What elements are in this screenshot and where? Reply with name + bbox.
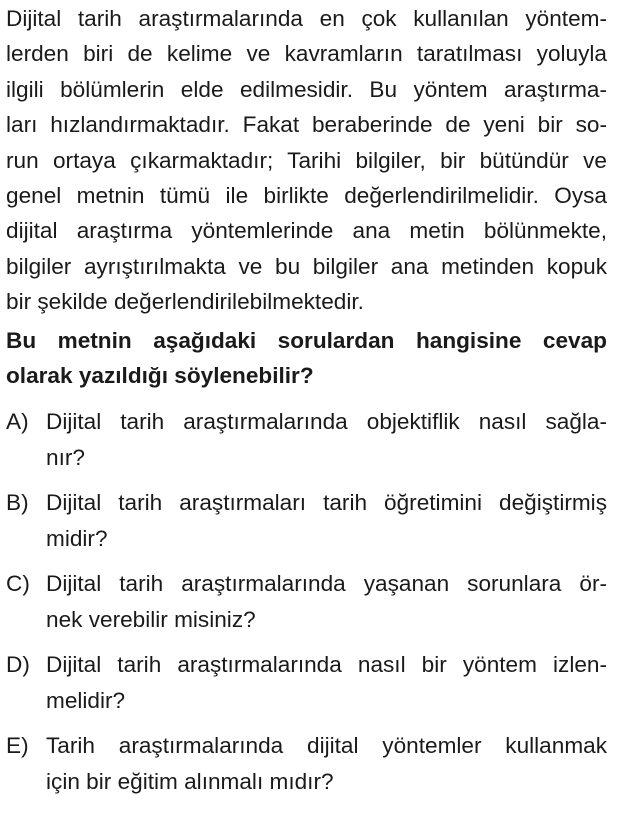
passage-line: ları hızlandırmaktadır. Fakat beraberinde de yeni bir so- [6,112,607,138]
passage-line: genel metnin tümü ile birlikte değerlendirilmelidir. Oysa [6,183,607,209]
answer-options [6,404,607,801]
question-line: Bu metnin aşağıdaki sorulardan hangisine cevap [6,327,607,353]
passage-line: ilgili bölümlerin elde edilmesidir. Bu yöntem araştırma- [6,76,607,102]
question-line: olarak yazıldığı söylenebilir? [6,362,314,388]
option-text-line: için bir eğitim alınmalı mıdır? [46,769,334,795]
option-text-line: nek verebilir misiniz? [46,607,256,633]
passage-line: run ortaya çıkarmaktadır; Tarihi bilgiler, bir bütündür ve [6,147,607,173]
option-text-line: melidir? [46,688,126,714]
option-text-line: Dijital tarih araştırmaları tarih öğretimini değiştirmiş [46,489,607,515]
option-e[interactable] [6,728,607,801]
passage-line: bilgiler ayrıştırılmakta ve bu bilgiler ana metinden kopuk [6,253,607,279]
option-letter: E) [6,732,29,758]
reading-passage [6,0,607,320]
passage-line: bir şekilde değerlendirilebilmektedir. [6,289,364,315]
option-letter: A) [6,408,29,434]
option-d[interactable] [6,647,607,720]
option-text-line: nır? [46,445,85,471]
option-c[interactable] [6,566,607,639]
passage-line: dijital araştırma yöntemlerinde ana metin bölünmekte, [6,218,607,244]
option-letter: D) [6,651,30,677]
option-text-line: Dijital tarih araştırmalarında objektiflik nasıl sağla- [46,408,607,434]
option-a[interactable] [6,404,607,477]
option-text-line: Dijital tarih araştırmalarında yaşanan sorunlara ör- [46,570,607,596]
question-stem [6,323,607,393]
option-text-line: Dijital tarih araştırmalarında nasıl bir yöntem izlen- [46,651,607,677]
option-text-line: midir? [46,526,108,552]
option-letter: C) [6,570,30,596]
passage-line: lerden biri de kelime ve kavramların taratılması yoluyla [6,41,607,67]
option-letter: B) [6,489,29,515]
passage-line: Dijital tarih araştırmalarında en çok kullanılan yöntem- [6,6,607,31]
option-text-line: Tarih araştırmalarında dijital yöntemler kullanmak [46,732,607,758]
option-b[interactable] [6,485,607,558]
